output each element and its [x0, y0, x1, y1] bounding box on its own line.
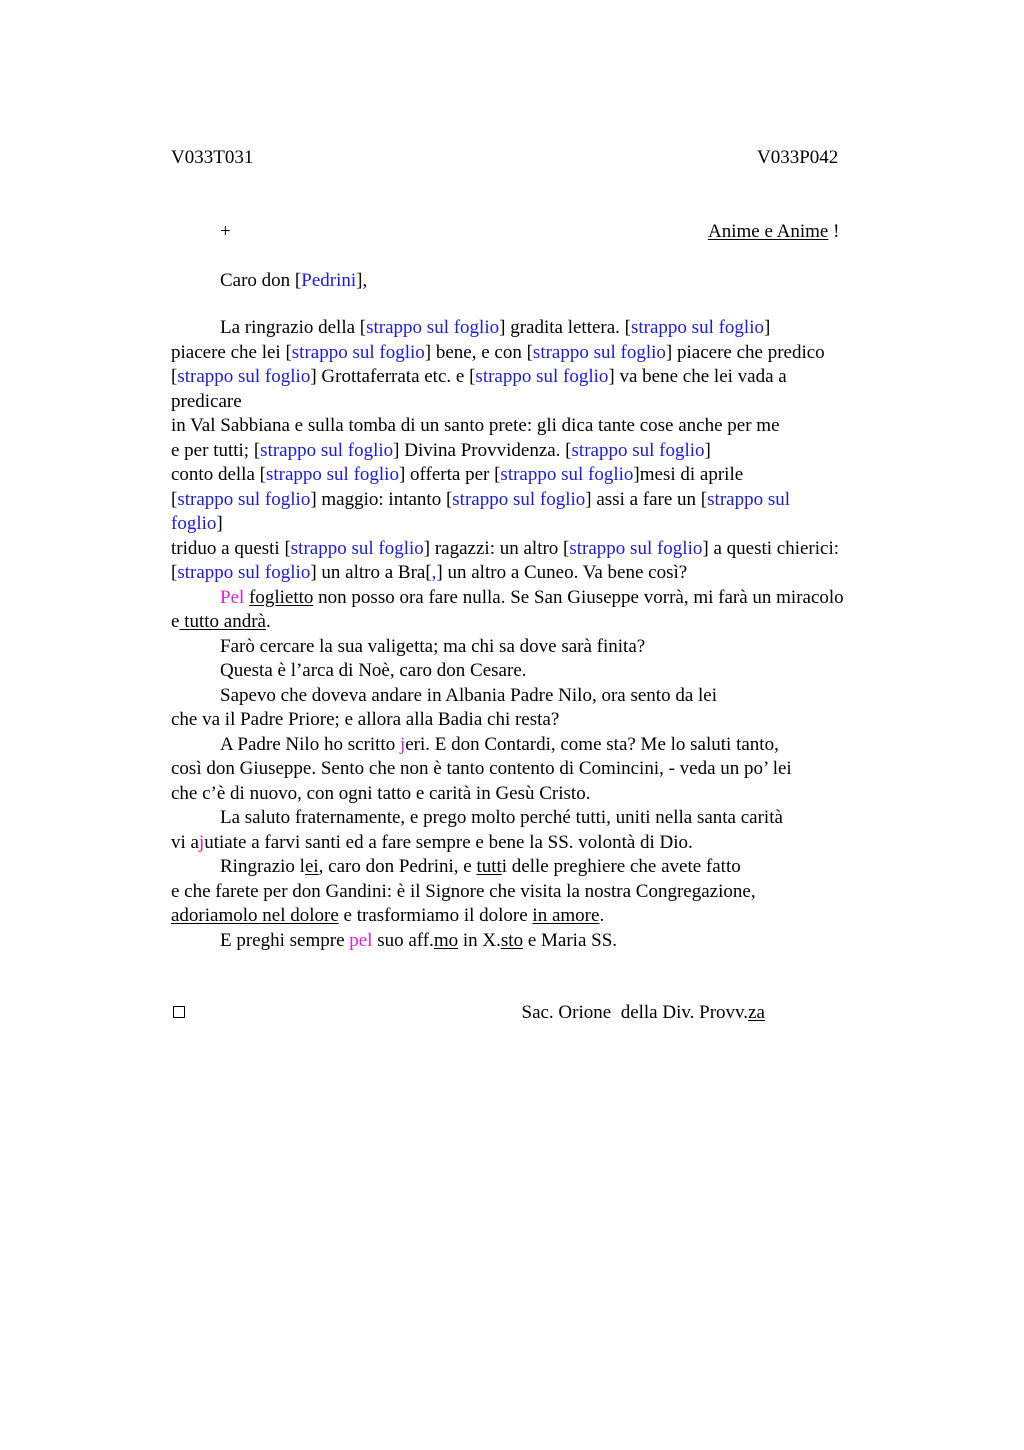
editorial-note: strappo sul foglio [532, 341, 666, 363]
text-segment: ] [764, 317, 771, 338]
text-segment: ] Grottaferrata etc. e [ [310, 366, 476, 387]
text-line [171, 831, 911, 856]
text-line [171, 904, 911, 929]
editorial-note: foglio [171, 513, 217, 534]
text-segment: e trasformiamo il dolore [338, 905, 533, 926]
orthographic-variant: j [399, 733, 406, 755]
text-line [171, 806, 911, 831]
text-line [171, 782, 911, 807]
text-segment: Farò cercare la sua valigetta; ma chi sa dove sarà finita? [220, 635, 646, 657]
motto [708, 220, 839, 244]
editorial-note: , [431, 562, 437, 583]
text-segment: che va il Padre Priore; e allora alla Badia chi resta? [171, 709, 560, 730]
text-segment: La ringrazio della [ [220, 317, 367, 338]
signature-suffix: za [748, 1002, 765, 1023]
text-segment: non posso ora fare nulla. Se San Giuseppe vorrà, mi farà un miracolo [313, 586, 844, 608]
text-line [171, 561, 911, 586]
text-segment: ] piacere che predico [665, 341, 825, 363]
editorial-note: strappo sul foglio [291, 341, 425, 363]
text-segment: piacere che lei [ [171, 341, 292, 363]
text-line [171, 757, 911, 782]
text-segment: , caro don Pedrini, e [318, 856, 477, 877]
text-segment: Questa è l’arca di Noè, caro don Cesare. [220, 660, 527, 681]
cross-symbol: + [220, 221, 231, 242]
salutation-pre: Caro don [ [220, 270, 302, 291]
text-segment: e [171, 611, 180, 632]
text-segment: eri. E don Contardi, come sta? Me lo saluti tanto, [405, 733, 779, 755]
text-line [171, 635, 911, 660]
editorial-note: strappo sul foglio [569, 537, 703, 559]
text-line [171, 488, 911, 513]
editorial-note: strappo sul foglio [631, 317, 764, 338]
text-segment: . [265, 611, 271, 632]
text-segment: suo aff. [372, 929, 434, 951]
editorial-note: strappo sul foglio [290, 537, 424, 559]
underlined-text: mo [433, 929, 459, 951]
text-segment: Ringrazio l [220, 856, 305, 877]
underlined-text: adoriamolo nel dolore [171, 905, 339, 926]
text-segment: . [599, 905, 605, 926]
motto-text: Anime e Anime [708, 221, 829, 242]
orthographic-variant: j [198, 831, 205, 853]
editorial-note: strappo sul foglio [452, 488, 586, 510]
editorial-note: strappo sul foglio [571, 439, 705, 461]
text-line [171, 929, 911, 954]
text-segment: vi a [171, 831, 199, 853]
text-line [171, 659, 911, 684]
text-segment: ] gradita lettera. [ [499, 317, 631, 338]
text-line [171, 708, 911, 733]
text-segment: in Val Sabbiana e sulla tomba di un santo prete: gli dica tante cose anche per me [171, 415, 780, 436]
text-line [171, 855, 911, 880]
text-line [171, 684, 911, 709]
text-segment: i delle preghiere che avete fatto [501, 856, 741, 877]
text-line [171, 586, 911, 611]
text-segment: La saluto fraternamente, e prego molto perché tutti, uniti nella santa carità [220, 807, 783, 828]
orthographic-variant: pel [349, 929, 373, 951]
text-line [171, 414, 911, 439]
text-segment: conto della [ [171, 464, 266, 485]
editorial-note: strappo sul [707, 488, 790, 510]
text-segment: e che farete per don Gandini: è il Signore che visita la nostra Congregazione, [171, 880, 756, 902]
underlined-text: tutt [476, 856, 502, 877]
editorial-note: strappo sul foglio [260, 439, 394, 461]
text-segment: ] ragazzi: un altro [ [423, 537, 570, 559]
editorial-note: strappo sul foglio [500, 464, 634, 485]
text-segment: ] [216, 513, 223, 534]
text-segment: e per tutti; [ [171, 439, 261, 461]
text-segment: ] maggio: intanto [ [310, 488, 453, 510]
text-line [171, 365, 911, 390]
letter-body [171, 316, 911, 953]
orthographic-variant: Pel [220, 586, 245, 608]
salutation-name: Pedrini [301, 270, 357, 291]
text-segment: utiate a farvi santi ed a fare sempre e bene la SS. volontà di Dio. [204, 831, 693, 853]
text-segment: ] offerta per [ [398, 464, 501, 485]
underlined-text: sto [500, 929, 524, 951]
underlined-text: in amore [532, 905, 600, 926]
salutation [220, 269, 367, 293]
text-line [171, 537, 911, 562]
text-line [171, 463, 911, 488]
motto-exclamation: ! [828, 221, 840, 242]
editorial-note: strappo sul foglio [475, 366, 609, 387]
text-segment: [ [171, 488, 178, 510]
text-segment: A Padre Nilo ho scritto [220, 733, 400, 755]
text-segment: E preghi sempre [220, 929, 350, 951]
underlined-text: tutto andrà [179, 611, 266, 632]
document-code-left: V033T031 [171, 147, 254, 168]
text-segment: predicare [171, 390, 242, 412]
text-segment: e Maria SS. [523, 929, 618, 951]
text-line [171, 439, 911, 464]
text-line [171, 341, 911, 366]
text-line [171, 733, 911, 758]
editorial-note: strappo sul foglio [265, 464, 399, 485]
text-segment: [ [171, 562, 178, 583]
text-segment: ]mesi di aprile [633, 464, 744, 485]
text-segment: così don Giuseppe. Sento che non è tanto contento di Comincini, - veda un po’ lei [171, 758, 792, 779]
signature-text: Sac. Orione della Div. Provv. [521, 1002, 749, 1023]
editorial-note: strappo sul foglio [177, 562, 311, 583]
checkbox-icon [173, 1006, 185, 1018]
text-segment: in X. [458, 929, 501, 951]
text-segment: [ [171, 366, 178, 387]
text-line [171, 610, 911, 635]
text-segment: ] assi a fare un [ [585, 488, 708, 510]
text-segment: ] un altro a Cuneo. Va bene così? [436, 562, 688, 583]
text-line [171, 880, 911, 905]
text-line [171, 390, 911, 415]
document-code-right: V033P042 [757, 147, 839, 168]
text-segment: ] va bene che lei vada a [608, 366, 787, 387]
text-segment: triduo a questi [ [171, 537, 291, 559]
text-line [171, 316, 911, 341]
editorial-note: strappo sul foglio [177, 488, 311, 510]
editorial-note: strappo sul foglio [177, 366, 311, 387]
text-segment: ] un altro a Bra[ [310, 562, 432, 583]
signature [512, 977, 765, 1025]
text-segment: che c’è di nuovo, con ogni tatto e carità in Gesù Cristo. [171, 782, 591, 804]
text-segment: ] [704, 439, 711, 461]
text-segment: ] a questi chierici: [702, 537, 840, 559]
underlined-text: foglietto [249, 586, 314, 608]
editorial-note: strappo sul foglio [366, 317, 500, 338]
text-line [171, 512, 911, 537]
text-segment: ] Divina Provvidenza. [ [393, 439, 572, 461]
underlined-text: ei [304, 856, 319, 877]
text-segment: ] bene, e con [ [424, 341, 533, 363]
salutation-post: ], [356, 270, 368, 291]
text-segment: Sapevo che doveva andare in Albania Padre Nilo, ora sento da lei [220, 684, 717, 706]
